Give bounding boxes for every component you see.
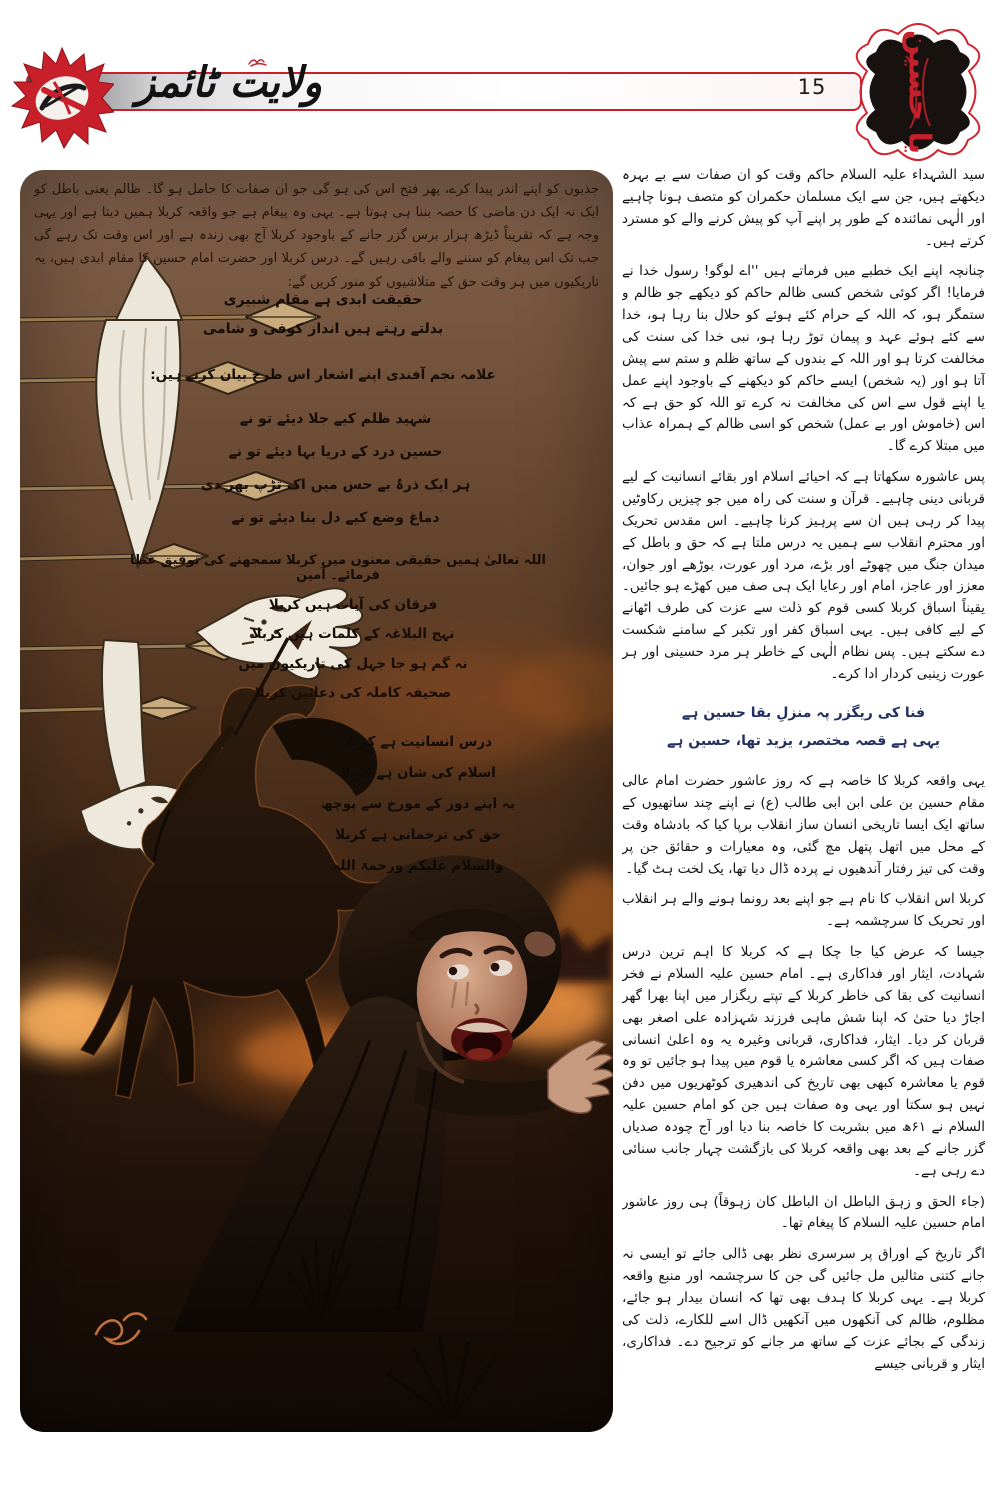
poetry-quatrain [188,591,518,709]
poetry-line: نہ گم ہو جا جہل کی تاریکیوں میں [238,655,468,672]
child-hand [548,1040,613,1113]
masthead-title: ولایت ٹائمز [135,58,323,108]
poetry-quatrain [268,727,568,882]
poetry-line: نہج البلاغہ کے کلمات ہیں کربلا [251,626,455,643]
page-number: 15 [797,75,827,99]
masthead-seal-icon [248,56,268,68]
poetry-quatrain [178,403,493,535]
karbala-illustration [20,170,613,1432]
poetry-line: یہ اپنے دور کے مورخ سے پوچھ [321,796,515,813]
article-paragraph: اگر تاریخ کے اوراق پر سرسری نظر بھی ڈالی جائے تو ایسی نہ جانے کتنی مثالیں مل جائیں گی جن کا سرچشمہ اور منبع واقعہ کربلا ہے۔ یہی کربلا کا ہدف بھی تھا کہ انسان بیدار ہو جائے، مظلوم، ظالم کی آنکھوں میں آنکھیں ڈال اسے للکارے، ذلت کی زندگی کے بجائے عزت کے ساتھ مر جانے کو ترجیح دے۔ فداکاری، ایثار و قربانی جیسے [622,1246,985,1372]
poetry-line: حقیقت ابدی ہے مقام شبیری [223,292,423,308]
poetry-line: ہر ایک ذرۂ بے حس میں اک تڑپ بھر دی [200,476,471,493]
article-paragraph: جیسا کہ عرض کیا جا چکا ہے کہ کربلا کا اہم ترین درس شہادت، ایثار اور فداکاری ہے۔ امام حسین علیہ السلام نے فخر انسانیت کی بقا کی خاطر کربلا کے تپتے ریگزار میں اپنا بھرا گھر اجاڑ دیا حتیٰ کہ اپنا شش ماہی فرزند شہزادہ علی اصغر بھی قربان کر دیا۔ ایثار، فداکاری، قربانی وغیرہ یہ وہ اعلیٰ انسانی صفات ہیں کہ اگر کسی معاشرہ یا قوم میں پیدا ہو جائیں تو وہ قوم یا معاشرہ کبھی بھی تاریخ کی اندھیری کوٹھریوں میں دفن نہیں ہو سکتا اور یہی وہ صفات ہیں جن کو امام حسین علیہ السلام نے ۶۱ھ میں بشریت کا خاصہ بنا دیا اور آج چودہ صدیاں گزر جانے کے بعد بھی واقعہ کربلا کی بازگشت چہار جانب سنائی دے رہی ہے۔ [622,944,985,1179]
artist-signature [96,1313,146,1343]
couplet-line: یہی ہے قصہ مختصر، یزید تھا، حسین ہے [666,733,941,750]
article-paragraph: چنانچہ اپنے ایک خطبے میں فرماتے ہیں ''اے لوگو! رسول خدا نے فرمایا! اگر کوئی شخص کسی ظالم حاکم کو دیکھے جو ظالم و ستمگر ہو، کہ اللہ کے حرام کئے ہوئے کو حلال بنا رہا ہو، خدا سے کئے ہوئے عہد و پیمان توڑ رہا ہو، نبی خدا کی سنت کی مخالفت کرتا ہو اور اللہ کے بندوں کے ساتھ ظلم و ستم سے پیش آتا ہو اور (یہ شخص) ایسے حاکم کو دیکھنے کے باوجود اپنے عمل یا اپنے قول سے اس کی مخالفت نہ کرے تو اللہ کو حق ہے کہ اس (خاموش اور بے عمل) شخص کو اسی ظالم کے ہمراہ عذاب میں مبتلا کرے گا۔ [622,263,985,455]
poetry-line: اسلام کی شان ہے کربلا [340,765,496,782]
article-paragraph: سید الشہداء علیہ السلام حاکم وقت کو ان صفات سے بے بہرہ دیکھتے ہیں، جن سے ایک مسلمان حکمران کو متصف ہونا چاہیے اور الٰہی نمائندہ کے طور پر اپنے آپ کو پیش کرنے والے کو مسترد کرتے ہیں۔ [622,167,985,249]
poetry-couplet [173,286,473,343]
poetry-line: والسلام علیکم ورحمۃ اللہ [332,858,504,875]
couplet-line: فنا کی ریگزر پہ منزلِ بقا حسین ہے [681,704,926,721]
poetry-line: حسین درد کے دریا بہا دیئے تو نے [228,443,443,460]
poet-attribution: علامہ نجم آفندی اپنے اشعار اس طرح بیان کرتے ہیں: [150,367,496,383]
poetry-line: دماغ وضع کیے دل بنا دیئے تو نے [231,509,440,526]
poetry-couplet-blue [622,699,985,756]
article-text-column [622,165,985,1453]
poetry-line: صحیفہ کاملہ کی دعائیں کربلا [254,685,452,702]
article-paragraph: کربلا اس انقلاب کا نام ہے جو اپنے بعد رونما ہونے والے ہر انقلاب اور تحریک کا سرچشمہ ہے۔ [622,891,985,930]
poetry-line: درس انسانیت ہے کربلا [343,734,493,750]
masthead-starburst-logo [10,46,114,150]
article-paragraph: (جاء الحق و زہق الباطل ان الباطل کان زہوقاً) ہی روز عاشور امام حسین علیہ السلام کا پیغام تھا۔ [622,1193,985,1232]
article-paragraph: یہی واقعہ کربلا کا خاصہ ہے کہ روز عاشور حضرت امام عالی مقام حسین بن علی ابن ابی طالب (ع) نے اپنے چند ساتھیوں کے ساتھ ایک ایسا تاریخی انسان ساز انقلاب برپا کیا کہ بادشاہ وقت کے محل میں اتھل پتھل مچ گئی، وہ معیارات و حقائق جن پر وقت کی تیز رفتار آندھیوں نے پردہ ڈال دیا تھا، یک لخت ہٹ گیا۔ [622,773,985,877]
dua-line: اللہ تعالیٰ ہمیں حقیقی معنوں میں کربلا سمجھنے کی توفیق عطا فرمائے۔ آمین [129,553,546,583]
medallion-calligraphy: یا حسین [901,29,937,155]
poetry-line: بدلتے رہتے ہیں انداز کوفی و شامی [202,320,444,337]
artwork-intro-paragraph: جذبوں کو اپنے اندر پیدا کرے، پھر فتح اس کی ہو گی جو ان صفات کا حامل ہو گا۔ ظالم یعنی باطل کو ایک نہ ایک دن ماضی کا حصہ بننا ہی ہوتا ہے۔ یہی وہ پیغام ہے جو واقعہ کربلا ہمیں دیتا ہے اور یہی وجہ ہے کہ تقریباً ڈیڑھ ہزار برس گزر جانے کے باوجود کربلا آج بھی زندہ ہے اور اس وقت تک رہے گی جب تک اس پیغام کو سننے والے باقی رہیں گے۔ درس کربلا اور حضرت امام حسین کا مقام ابدی ہیں، یہ تاریکیوں میں ہر وقت حق کے متلاشیوں کو منور کریں گے: [34,182,599,290]
article-paragraph: پس عاشورہ سکھاتا ہے کہ احیائے اسلام اور بقائے انسانیت کے لیے قربانی دینی چاہیے۔ قرآن و سنت کی راہ میں جو چیزیں رکاوٹیں پیدا کر رہی ہیں ان سے پرہیز کرنا چاہیے۔ اس مقدس تحریک اور محترم انقلاب سے ہمیں یہ درس ملتا ہے کہ حق و باطل کے میدان جنگ میں چھوٹے اور بڑے، مرد اور عورت، بوڑھے اور جوان، معزز اور عاجز، امام اور رعایا ایک ہی صف میں کھڑے ہو جائیں۔ یقیناً اسباق کربلا کسی قوم کو ذلت سے عزت کی طرف اٹھانے کے لیے کافی ہیں۔ یہی اسباق کفر اور تکبر کے سامنے شکست دے سکتے ہیں۔ پس نظام الٰہی کے خاطر ہر مرد حسینی اور ہر عورت زینبی کردار ادا کرے۔ [622,469,985,682]
poetry-line: شہید ظلم کیے جلا دیئے تو نے [239,411,432,427]
header-medallion [840,18,995,166]
poetry-line: فرقان کی آیات ہیں کربلا [268,597,438,613]
poetry-line: حق کی ترجمانی ہے کربلا [335,827,501,844]
